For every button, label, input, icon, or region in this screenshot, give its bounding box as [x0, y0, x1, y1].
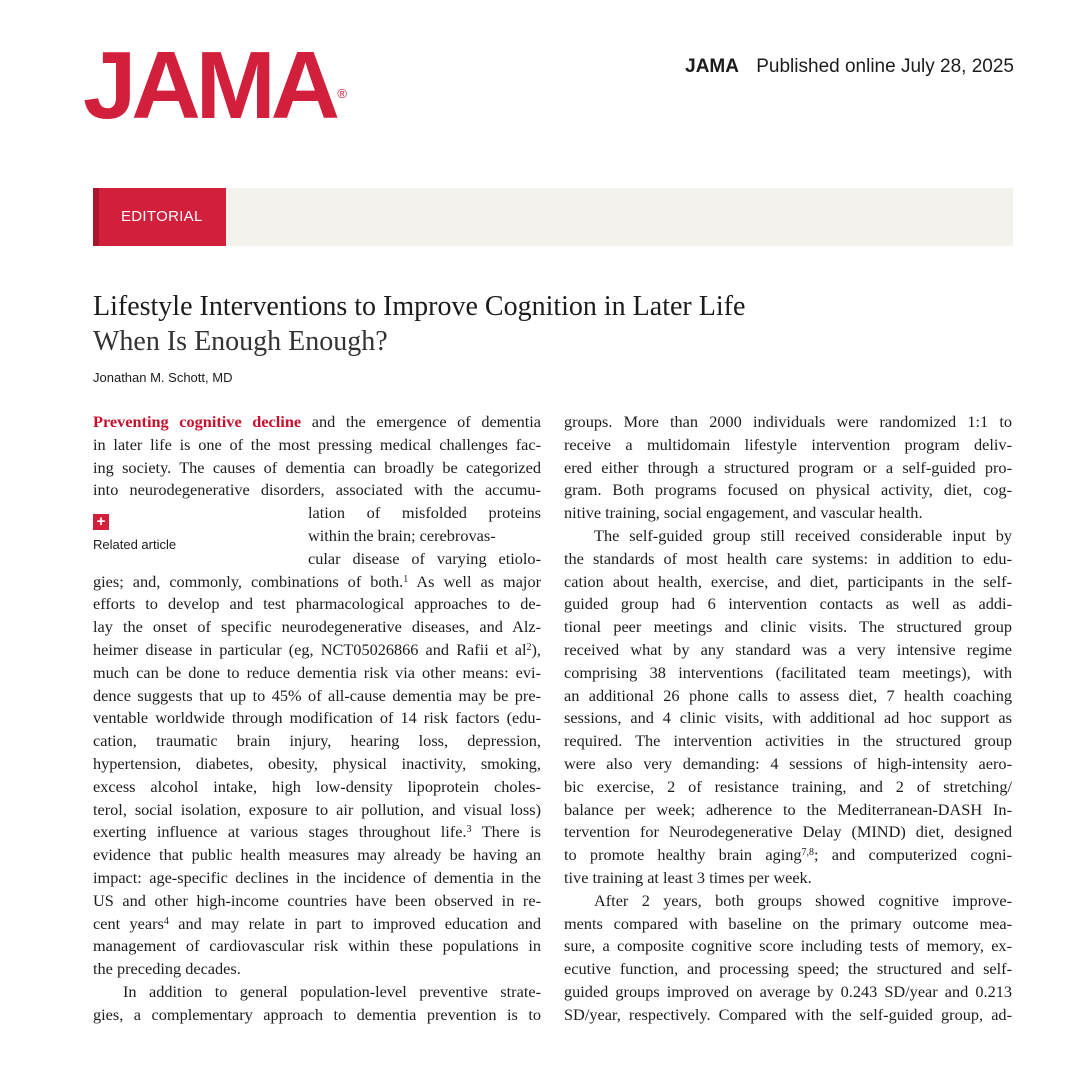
text-line: sessions, and 4 clinic visits, with additional ad hoc support as: [564, 708, 1012, 728]
text-line: lay the onset of specific neurodegenerative diseases, and Alz-: [93, 617, 541, 637]
text-line: within the brain; cerebrovas-: [308, 525, 496, 545]
lead-phrase: Preventing cognitive decline: [93, 412, 302, 431]
text-line: ments compared with baseline on the primary outcome mea-: [564, 913, 1012, 933]
text-line: received what by any standard was a very intensive regime: [564, 639, 1012, 659]
body-column-right: [564, 411, 1012, 1027]
text-line: groups. More than 2000 individuals were randomized 1:1 to: [564, 412, 1012, 431]
text-line: much can be done to reduce dementia risk via other means: evi-: [93, 662, 541, 682]
text-line: guided groups improved on average by 0.243 SD/year and 0.213: [564, 981, 1012, 1001]
text-line: excess alcohol intake, high low-density lipoprotein choles-: [93, 776, 541, 796]
reference-7-8[interactable]: 7,8: [801, 847, 814, 859]
text-line: ecutive function, and processing speed; the structured and self-: [564, 959, 1012, 979]
text-line: gram. Both programs focused on physical activity, diet, cog-: [564, 480, 1012, 500]
text-line: management of cardiovascular risk within these populations in: [93, 936, 541, 956]
text-line: comprising 38 interventions (facilitated team meetings), with: [564, 662, 1012, 682]
text-line: the preceding decades.: [93, 959, 241, 979]
text-line: After 2 years, both groups showed cognitive improve-: [594, 890, 1012, 910]
text-line: cation about health, exercise, and diet, participants in the self-: [564, 571, 1012, 591]
text-line: lation of misfolded proteins: [308, 503, 541, 523]
related-article-label: Related article: [93, 537, 177, 552]
article-author: Jonathan M. Schott, MD: [93, 370, 233, 385]
text-line: bic exercise, 2 of resistance training, and 2 of stretching/: [564, 776, 1012, 796]
plus-icon[interactable]: +: [93, 514, 109, 530]
reference-2[interactable]: 2: [526, 641, 532, 653]
reference-4[interactable]: 4: [163, 915, 169, 927]
text-line: exerting influence at various stages throughout life.$^3$ There is: [93, 822, 541, 842]
reference-3[interactable]: 3: [466, 824, 472, 836]
journal-name: JAMA: [685, 56, 739, 77]
article-subtitle: When Is Enough Enough?: [93, 326, 388, 357]
text-line: evidence that public health measures may already be having an: [93, 845, 541, 865]
text-line: in later life is one of the most pressing medical challenges fac-: [93, 434, 541, 454]
text-line: cation, traumatic brain injury, hearing loss, depression,: [93, 731, 541, 751]
text-line: The self-guided group still received considerable input by: [594, 525, 1012, 545]
text-line: Preventing cognitive decline and the emergence of dementia: [93, 412, 541, 431]
publication-date: Published online July 28, 2025: [756, 56, 1014, 77]
article-title: Lifestyle Interventions to Improve Cognition in Later Life: [93, 291, 746, 322]
text-line: required. The intervention activities in the structured group: [564, 731, 1012, 751]
text-line: sure, a composite cognitive score including tests of memory, ex-: [564, 936, 1012, 956]
text-line: cular disease of varying etiolo-: [308, 548, 541, 568]
text-line: In addition to general population-level preventive strate-: [123, 981, 541, 1001]
text-line: dence suggests that up to 45% of all-cause dementia may be pre-: [93, 685, 541, 705]
registered-mark: ®: [337, 86, 348, 101]
text-line: into neurodegenerative disorders, associated with the accumu-: [93, 480, 541, 500]
text-line: SD/year, respectively. Compared with the self-guided group, ad-: [564, 1004, 1012, 1024]
text-line: tervention for Neurodegenerative Delay (MIND) diet, designed: [564, 822, 1012, 842]
publication-info: [685, 56, 1014, 78]
text-line: guided group had 6 intervention contacts as well as addi-: [564, 594, 1012, 614]
text-line: were also very demanding: 4 sessions of high-intensity aero-: [564, 753, 1012, 773]
text-line: ing society. The causes of dementia can broadly be categorized: [93, 457, 541, 477]
text-line: ventable worldwide through modification of 14 risk factors (edu-: [93, 708, 541, 728]
reference-1[interactable]: 1: [403, 573, 409, 585]
body-column-left: [93, 411, 541, 1027]
section-banner: [93, 188, 1013, 246]
text-line: receive a multidomain lifestyle intervention program deliv-: [564, 434, 1012, 454]
text-line: gies, a complementary approach to dementia prevention is to: [93, 1004, 541, 1024]
text-line: to promote healthy brain aging$^{7,8}$; and computerized cogni-: [564, 845, 1012, 865]
text-line: gies; and, commonly, combinations of both.$^1$ As well as major: [93, 571, 541, 591]
text-line: impact: age-specific declines in the incidence of dementia in the: [93, 867, 541, 887]
text-line: US and other high-income countries have been observed in re-: [93, 890, 541, 910]
text-line: balance per week; adherence to the Mediterranean-DASH In-: [564, 799, 1012, 819]
text-line: heimer disease in particular (eg, NCT05026866 and Rafii et $al^2$),: [93, 639, 541, 659]
text-line: nitive training, social engagement, and vascular health.: [564, 503, 923, 523]
logo-text: JAMA: [83, 32, 336, 139]
text-line: the standards of most health care systems: in addition to edu-: [564, 548, 1012, 568]
text-line: tive training at least 3 times per week.: [564, 867, 812, 887]
text-line: cent years$^4$ and may relate in part to improved education and: [93, 913, 541, 933]
jama-logo: [83, 32, 348, 139]
text-line: tional peer meetings and clinic visits. The structured group: [564, 617, 1012, 637]
text-line: efforts to develop and test pharmacological approaches to de-: [93, 594, 541, 614]
text-line: an additional 26 phone calls to assess diet, 7 health coaching: [564, 685, 1012, 705]
text-line: terol, social isolation, exposure to air pollution, and visual loss): [93, 799, 541, 819]
text-line: ered either through a structured program or a self-guided pro-: [564, 457, 1012, 477]
editorial-tag: EDITORIAL: [93, 188, 226, 246]
text-line: hypertension, diabetes, obesity, physical inactivity, smoking,: [93, 753, 541, 773]
